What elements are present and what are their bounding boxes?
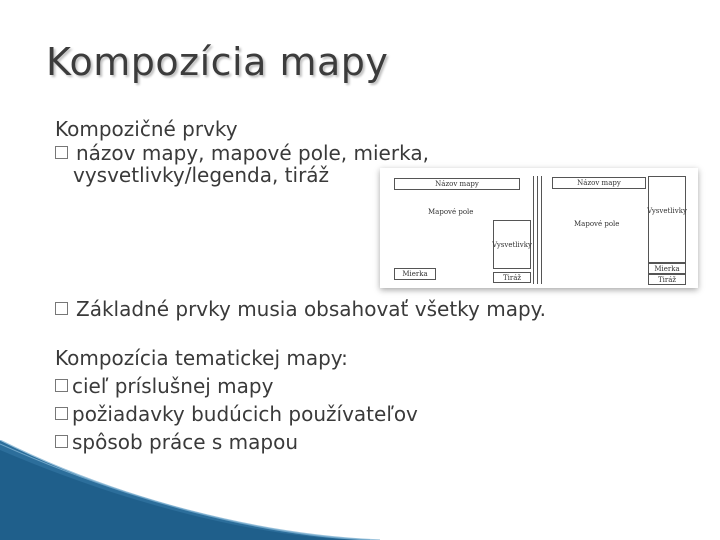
right-scale-box: Mierka [648, 263, 686, 274]
list-item-text: požiadavky budúcich používateľov [72, 402, 418, 426]
section2-heading: Kompozícia tematickej mapy: [55, 346, 348, 370]
right-title-box: Názov mapy [552, 177, 646, 189]
list-item [55, 374, 273, 398]
divider-line [537, 176, 538, 284]
divider-line [533, 176, 534, 284]
left-legend-box: Vysvetlivky [493, 220, 531, 269]
left-imprint-box: Tiráž [493, 272, 531, 283]
map-composition-diagram [380, 168, 698, 288]
divider-line [541, 176, 542, 284]
bullet-text: názov mapy, mapové pole, mierka, [76, 141, 429, 165]
left-field-label: Mapové pole [428, 208, 474, 216]
decorative-swoosh [0, 440, 720, 540]
page-title: Kompozícia mapy [46, 40, 389, 84]
checkbox-bullet-icon [55, 302, 68, 315]
right-field-label: Mapové pole [574, 220, 620, 228]
checkbox-bullet-icon [55, 407, 68, 420]
section1-heading: Kompozičné prvky [55, 117, 238, 141]
checkbox-bullet-icon [55, 379, 68, 392]
right-imprint-box: Tiráž [648, 274, 686, 285]
checkbox-bullet-icon [55, 146, 68, 159]
right-legend-box [648, 176, 686, 263]
list-item-text: cieľ príslušnej mapy [72, 374, 274, 398]
bullet-nazov [55, 141, 429, 165]
left-title-box: Názov mapy [394, 178, 520, 190]
list-item-text: spôsob práce s mapou [72, 430, 299, 454]
list-item [55, 402, 418, 426]
bullet-zakladne [55, 297, 546, 321]
bullet-text: Základné prvky musia obsahovať všetky mapy. [76, 297, 546, 321]
bullet-nazov-continued: vysvetlivky/legenda, tiráž [73, 163, 330, 187]
right-legend-label: Vysvetlivky [647, 207, 687, 215]
left-scale-box: Mierka [394, 268, 436, 280]
